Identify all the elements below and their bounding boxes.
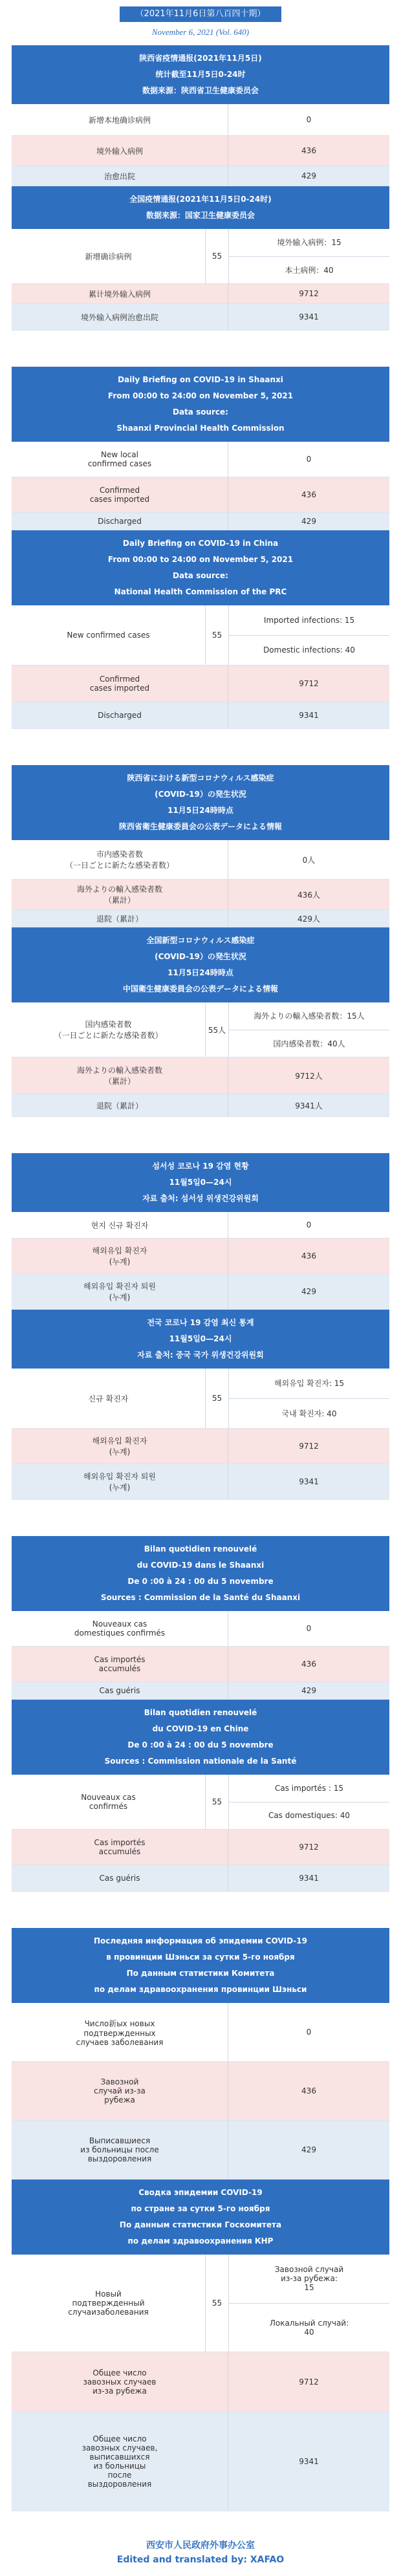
table-row: 해외유입 확진자 퇴원 (누계) 9341	[12, 1464, 389, 1500]
table-row: Confirmed cases imported 436	[12, 477, 389, 513]
ja-section	[12, 765, 389, 1117]
table-row: Nouveaux cas domestiques confirmés 0	[12, 1611, 389, 1647]
ru-shaanxi-title: Последняя информация об эпидемии COVID-19 в провинции Шэньси за сутки 5-го ноября По данным статистики Комитета по делам здравоохранения провинции Шэньси	[12, 1928, 389, 2003]
table-row: Число新ых новых подтвержденных случаев заболевания 0	[12, 2003, 389, 2062]
ko-china-title: 전국 코로나 19 감염 최신 통계 11월5일0—24시 자료 출처: 중국 국가 위생건강위원회	[12, 1310, 389, 1369]
zh-shaanxi-title: 陕西省疫情通报(2021年11月5日) 统计截至11月5日0-24时 数据来源：陕西省卫生健康委员会	[12, 45, 389, 104]
fr-shaanxi-title: Bilan quotidien renouvelé du COVID-19 dans le Shaanxi De 0 :00 à 24 : 00 du 5 novembre Sources : Commission de la Santé du Shaanxi	[12, 1536, 389, 1611]
en-section	[12, 367, 389, 729]
table-row: Confirmed cases imported 9712	[12, 666, 389, 702]
table-row: 海外よりの輸入感染者数 （累計） 9712人	[12, 1057, 389, 1094]
table-row: 退院（累計） 429人	[12, 910, 389, 927]
table-row: 해외유입 확진자 퇴원 (누계) 429	[12, 1274, 389, 1310]
fr-china-title: Bilan quotidien renouvelé du COVID-19 en Chine De 0 :00 à 24 : 00 du 5 novembre Sources : Commission nationale de la Santé	[12, 1700, 389, 1775]
table-row: 治愈出院 429	[12, 166, 389, 186]
table-row: Discharged 9341	[12, 702, 389, 729]
table-row: 신규 확진자 55 해외유입 확진자: 15 국내 확진자: 40	[12, 1369, 389, 1429]
en-china-title: Daily Briefing on COVID-19 in China From 00:00 to 24:00 on November 5, 2021 Data source: National Health Commission of the PRC	[12, 530, 389, 605]
table-row: 海外よりの輸入感染者数 （累計） 436人	[12, 880, 389, 910]
table-row: 退院（累計） 9341人	[12, 1094, 389, 1117]
table-row: 国内感染者数 （一日ごとに新たな感染者数） 55人 海外よりの輸入感染者数：15人 国内感染者数：40人	[12, 1002, 389, 1057]
table-row: 해외유입 확진자 (누계) 9712	[12, 1429, 389, 1464]
table-row: 境外输入病例 436	[12, 136, 389, 166]
table-row: Завозной случай из-за рубежа 436	[12, 2062, 389, 2121]
zh-section	[12, 45, 389, 330]
table-row: Общее число завозных случаев, выписавшихся из больницы после выздоровления 9341	[12, 2412, 389, 2511]
table-row: New local confirmed cases 0	[12, 442, 389, 477]
table-row: Cas guéris 9341	[12, 1865, 389, 1892]
table-row: Cas importés accumulés 9712	[12, 1830, 389, 1865]
fr-section	[12, 1536, 389, 1892]
table-row: Discharged 429	[12, 513, 389, 530]
table-row: 累计境外输入病例 9712	[12, 284, 389, 304]
footer-office: 西安市人民政府外事办公室	[146, 2540, 255, 2551]
table-row: Nouveaux cas confirmés 55 Cas importés : 15 Cas domestiques: 40	[12, 1775, 389, 1830]
table-row: Cas importés accumulés 436	[12, 1647, 389, 1682]
en-shaanxi-title: Daily Briefing on COVID-19 in Shaanxi From 00:00 to 24:00 on November 5, 2021 Data source: Shaanxi Provincial Health Commission	[12, 367, 389, 442]
ja-shaanxi-title: 陝西省における新型コロナウィルス感染症 (COVID-19）の発生状況 11月5日24時時点 陝西省衛生健康委員会の公表データによる情報	[12, 765, 389, 840]
table-row: 境外输入病例治愈出院 9341	[12, 304, 389, 330]
ru-china-title: Сводка эпидемии COVID-19 по стране за сутки 5-го ноября По данным статистики Госкомитета по делам здравоохранения КНР	[12, 2180, 389, 2255]
footer	[0, 2538, 401, 2567]
table-row: Общее число завозных случаев из-за рубежа 9712	[12, 2352, 389, 2412]
zh-china-title: 全国疫情通报(2021年11月5日0-24时) 数据来源：国家卫生健康委员会	[12, 186, 389, 229]
table-row: Новый подтвержденный случаизаболевания 55 Завозной случай из-за рубежа: 15 Локальный случай: 40	[12, 2255, 389, 2352]
table-row: Выписавшиеся из больницы после выздоровления 429	[12, 2121, 389, 2180]
table-row: 市内感染者数 （一日ごとに新たな感染者数） 0人	[12, 840, 389, 880]
table-row: 新增本地确诊病例 0	[12, 104, 389, 136]
table-row: 新增确诊病例 55 境外输入病例：15 本土病例：40	[12, 229, 389, 284]
ko-shaanxi-title: 섬서성 코로나 19 감염 현황 11월5일0—24시 자료 출처: 섬서성 위생건강위원회	[12, 1153, 389, 1212]
footer-credit: Edited and translated by: XAFAO	[116, 2555, 285, 2565]
page	[0, 6, 401, 2576]
ja-china-title: 全国新型コロナウィルス感染症 (COVID-19）の発生状況 11月5日24時時点 中国衛生健康委員会の公表データによる情報	[12, 927, 389, 1002]
table-row: Cas guéris 429	[12, 1682, 389, 1700]
ko-section	[12, 1153, 389, 1500]
issue-date: November 6, 2021 (Vol. 640)	[151, 27, 250, 37]
issue-badge: （2021年11月6日第八百四十期）	[120, 6, 281, 22]
table-row: New confirmed cases 55 Imported infections: 15 Domestic infections: 40	[12, 605, 389, 666]
ru-section	[12, 1928, 389, 2511]
table-row: 현지 신규 확진자 0	[12, 1212, 389, 1239]
table-row: 해외유입 확진자 (누계) 436	[12, 1239, 389, 1274]
